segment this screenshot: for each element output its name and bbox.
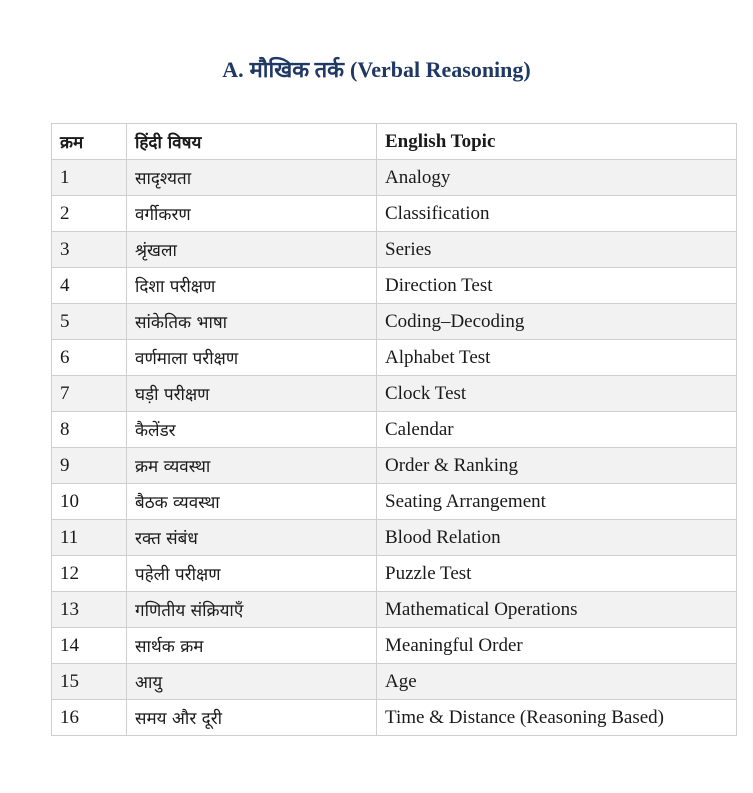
english-topic-cell: Time & Distance (Reasoning Based) — [377, 700, 737, 736]
english-topic-cell: Analogy — [377, 160, 737, 196]
serial-cell: 16 — [52, 700, 127, 736]
english-topic-cell: Order & Ranking — [377, 448, 737, 484]
column-header-hindi-topic: हिंदी विषय — [127, 124, 377, 160]
serial-cell: 4 — [52, 268, 127, 304]
english-topic-cell: Coding–Decoding — [377, 304, 737, 340]
hindi-topic-cell: घड़ी परीक्षण — [127, 376, 377, 412]
serial-cell: 10 — [52, 484, 127, 520]
serial-cell: 14 — [52, 628, 127, 664]
serial-cell: 11 — [52, 520, 127, 556]
hindi-topic-cell: आयु — [127, 664, 377, 700]
english-topic-cell: Series — [377, 232, 737, 268]
serial-cell: 7 — [52, 376, 127, 412]
hindi-topic-cell: गणितीय संक्रियाएँ — [127, 592, 377, 628]
hindi-topic-cell: सार्थक क्रम — [127, 628, 377, 664]
table-row — [52, 556, 737, 592]
english-topic-cell: Puzzle Test — [377, 556, 737, 592]
english-topic-cell: Mathematical Operations — [377, 592, 737, 628]
section-prefix: A. — [222, 57, 244, 82]
hindi-topic-cell: सांकेतिक भाषा — [127, 304, 377, 340]
table-row — [52, 592, 737, 628]
table-row — [52, 196, 737, 232]
hindi-topic-cell: श्रृंखला — [127, 232, 377, 268]
table-row — [52, 340, 737, 376]
serial-cell: 5 — [52, 304, 127, 340]
hindi-topic-cell: समय और दूरी — [127, 700, 377, 736]
english-topic-cell: Meaningful Order — [377, 628, 737, 664]
table-row — [52, 376, 737, 412]
hindi-topic-cell: वर्णमाला परीक्षण — [127, 340, 377, 376]
english-topic-cell: Seating Arrangement — [377, 484, 737, 520]
hindi-topic-cell: दिशा परीक्षण — [127, 268, 377, 304]
table-row — [52, 232, 737, 268]
serial-cell: 3 — [52, 232, 127, 268]
english-topic-cell: Calendar — [377, 412, 737, 448]
english-topic-cell: Direction Test — [377, 268, 737, 304]
table-row — [52, 412, 737, 448]
serial-cell: 15 — [52, 664, 127, 700]
table-row — [52, 700, 737, 736]
serial-cell: 6 — [52, 340, 127, 376]
hindi-topic-cell: पहेली परीक्षण — [127, 556, 377, 592]
hindi-topic-cell: सादृश्यता — [127, 160, 377, 196]
hindi-topic-cell: क्रम व्यवस्था — [127, 448, 377, 484]
serial-cell: 2 — [52, 196, 127, 232]
table-row — [52, 448, 737, 484]
serial-cell: 1 — [52, 160, 127, 196]
table-row — [52, 664, 737, 700]
column-header-english-topic: English Topic — [377, 124, 737, 160]
english-topic-cell: Classification — [377, 196, 737, 232]
serial-cell: 12 — [52, 556, 127, 592]
hindi-topic-cell: बैठक व्यवस्था — [127, 484, 377, 520]
table-row — [52, 268, 737, 304]
serial-cell: 13 — [52, 592, 127, 628]
english-topic-cell: Blood Relation — [377, 520, 737, 556]
table-row — [52, 304, 737, 340]
topics-table — [51, 123, 737, 736]
column-header-serial: क्रम — [52, 124, 127, 160]
hindi-topic-cell: रक्त संबंध — [127, 520, 377, 556]
english-topic-cell: Clock Test — [377, 376, 737, 412]
hindi-topic-cell: वर्गीकरण — [127, 196, 377, 232]
table-row — [52, 160, 737, 196]
section-title-english: (Verbal Reasoning) — [350, 57, 531, 82]
english-topic-cell: Alphabet Test — [377, 340, 737, 376]
serial-cell: 9 — [52, 448, 127, 484]
page-title — [0, 52, 753, 88]
table-row — [52, 628, 737, 664]
english-topic-cell: Age — [377, 664, 737, 700]
table-row — [52, 484, 737, 520]
table-header-row — [52, 124, 737, 160]
table-row — [52, 520, 737, 556]
hindi-topic-cell: कैलेंडर — [127, 412, 377, 448]
section-title-hindi: मौखिक तर्क — [249, 57, 345, 82]
serial-cell: 8 — [52, 412, 127, 448]
